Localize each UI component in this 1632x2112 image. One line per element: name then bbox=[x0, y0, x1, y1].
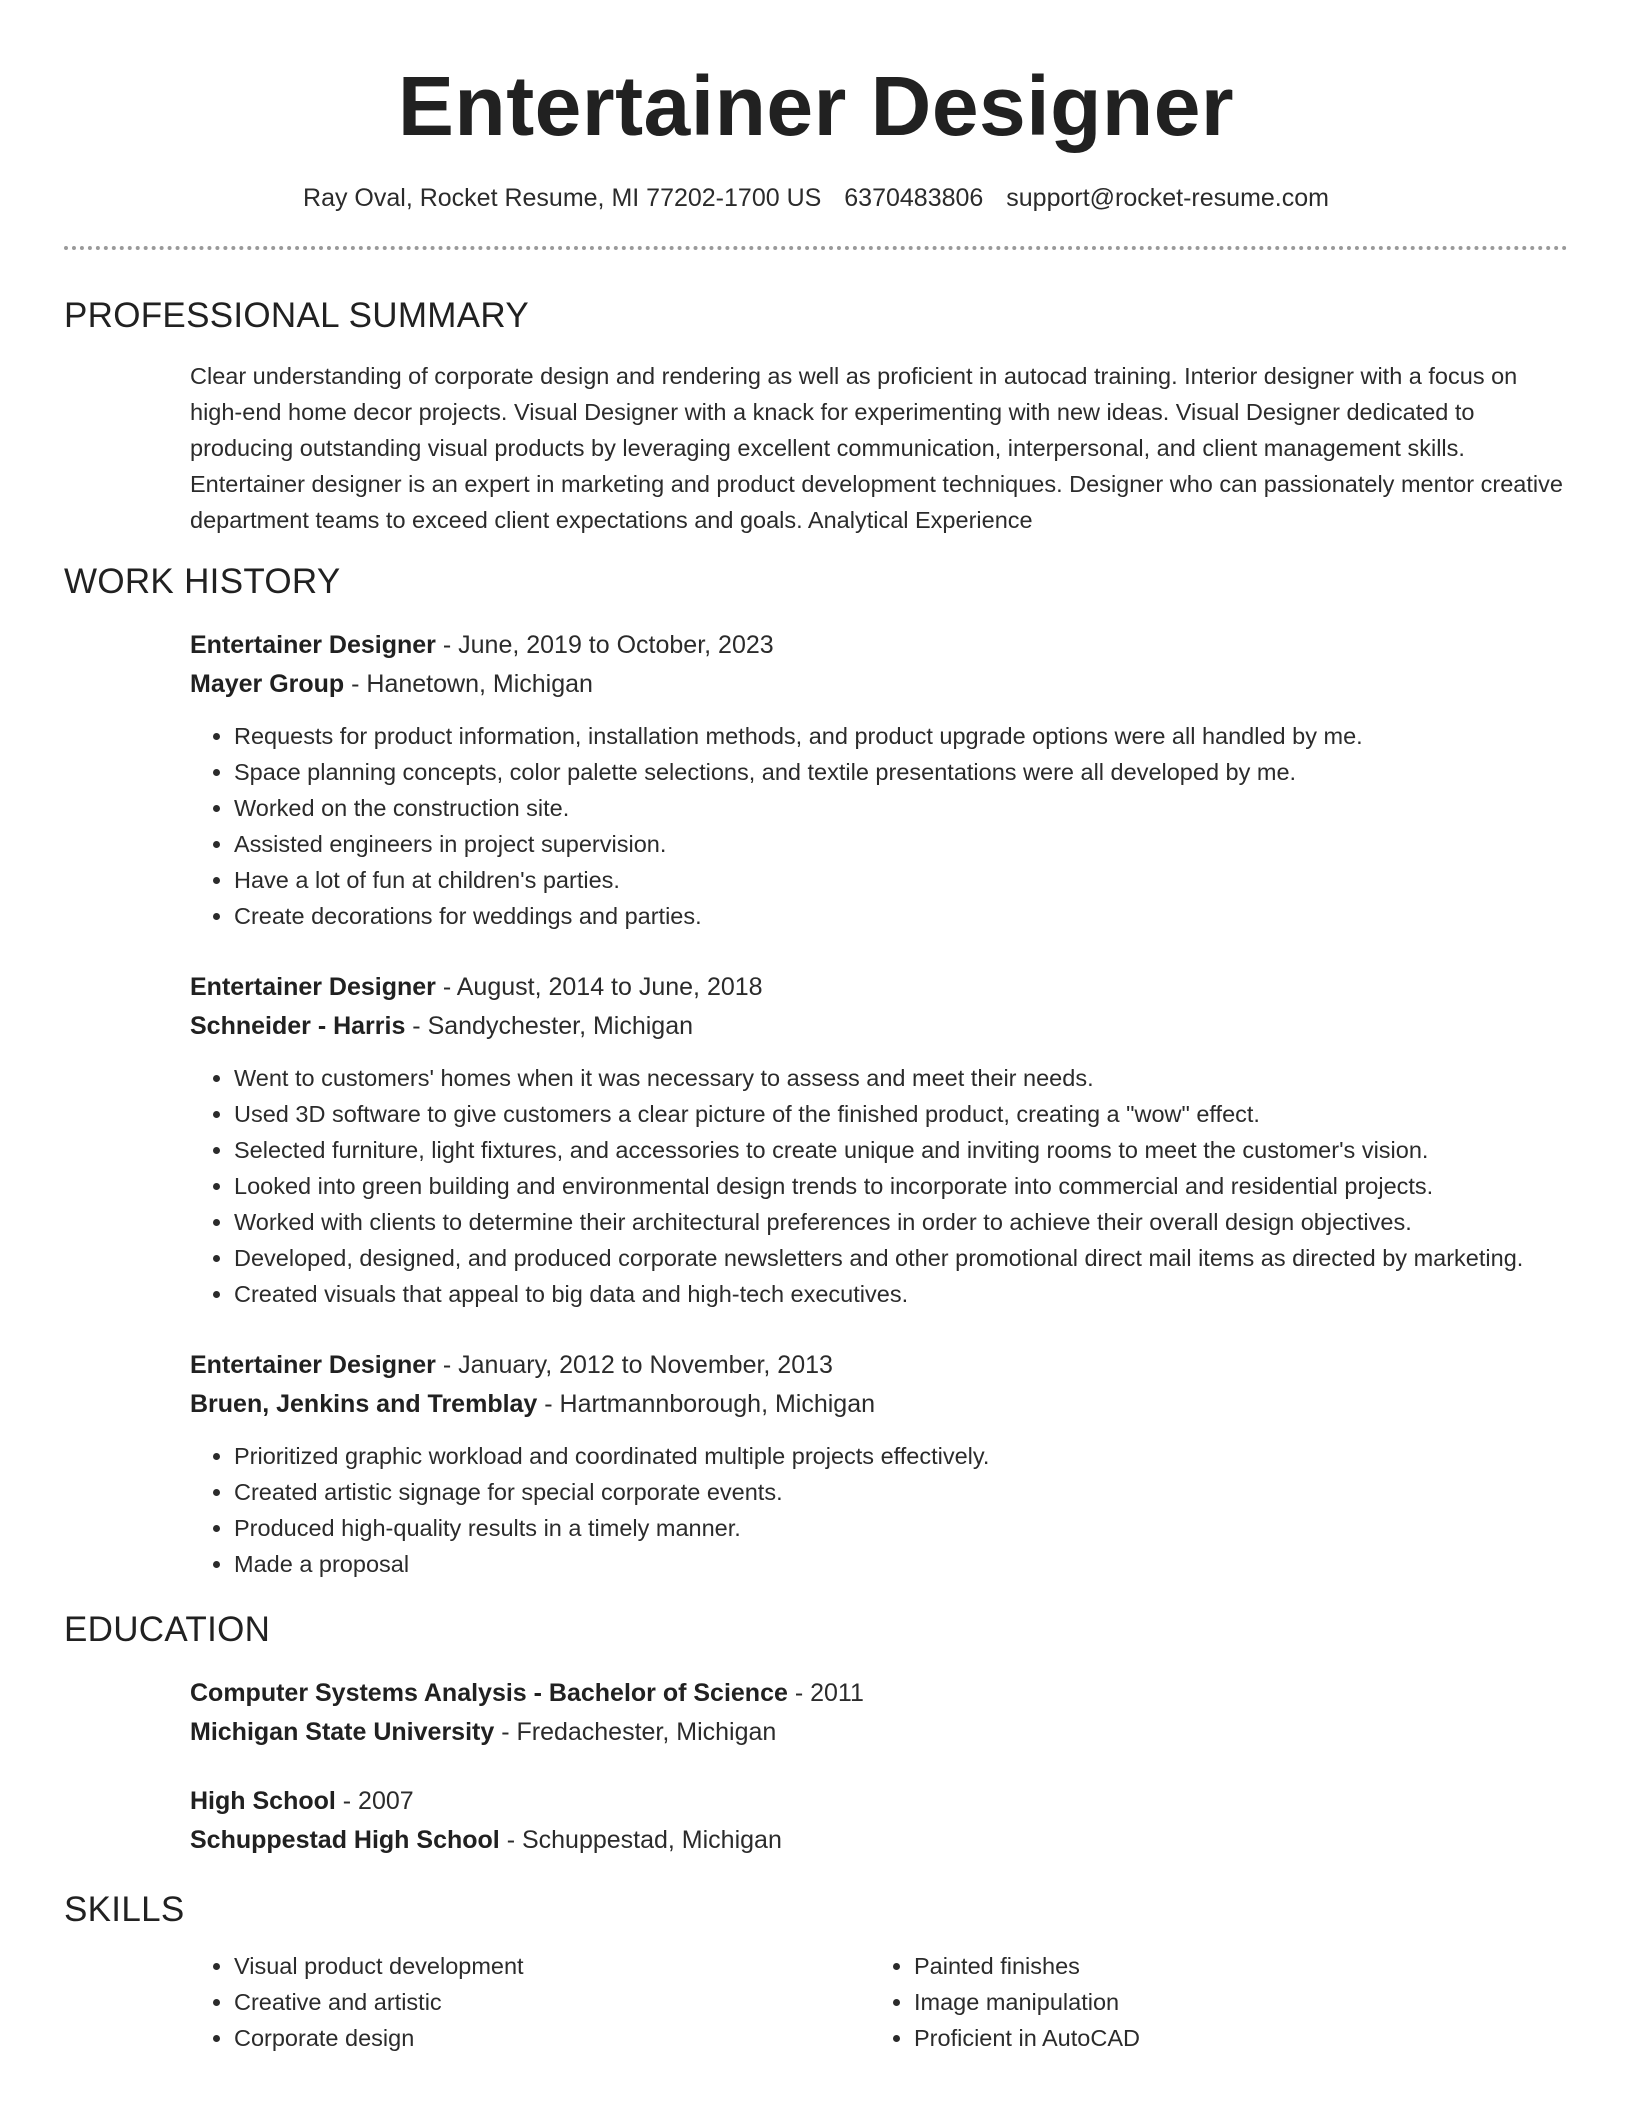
job-bullet: • Have a lot of fun at children's parties. bbox=[234, 862, 1568, 898]
job-bullet: • Requests for product information, installation methods, and product upgrade options were all handled by me. bbox=[234, 718, 1568, 754]
education-heading: EDUCATION bbox=[64, 1610, 271, 1649]
job-bullets bbox=[190, 1438, 1568, 1582]
job-entry bbox=[190, 1346, 1568, 1582]
job-bullet: • Space planning concepts, color palette selections, and textile presentations were all developed by me. bbox=[234, 754, 1568, 790]
job-company-line bbox=[190, 665, 1568, 704]
job-company-line bbox=[190, 1007, 1568, 1046]
education-location: - Schuppestad, Michigan bbox=[499, 1826, 782, 1854]
job-role: Entertainer Designer bbox=[190, 973, 436, 1001]
job-company: Bruen, Jenkins and Tremblay bbox=[190, 1390, 538, 1418]
education-degree-line bbox=[190, 1782, 1568, 1821]
job-location: - Hanetown, Michigan bbox=[344, 670, 593, 698]
job-bullet: • Looked into green building and environmental design trends to incorporate into commercial and residential projects. bbox=[234, 1168, 1568, 1204]
job-title-line bbox=[190, 1346, 1568, 1385]
skill-item: • Proficient in AutoCAD bbox=[914, 2020, 1550, 2056]
job-bullets bbox=[190, 1060, 1568, 1312]
education-school-line bbox=[190, 1713, 1568, 1752]
skills-left-column bbox=[190, 1948, 870, 2056]
job-bullet: • Prioritized graphic workload and coordinated multiple projects effectively. bbox=[234, 1438, 1568, 1474]
education-entry bbox=[190, 1674, 1568, 1752]
education-entry bbox=[190, 1782, 1568, 1860]
contact-line bbox=[64, 182, 1568, 214]
job-location: - Hartmannborough, Michigan bbox=[537, 1390, 876, 1418]
job-bullet: • Developed, designed, and produced corporate newsletters and other promotional direct mail items as directed by marketing. bbox=[234, 1240, 1568, 1276]
job-bullet: • Worked with clients to determine their architectural preferences in order to achieve their overall design objectives. bbox=[234, 1204, 1568, 1240]
contact-email: support@rocket-resume.com bbox=[1006, 184, 1329, 212]
work-history-heading: WORK HISTORY bbox=[64, 562, 341, 601]
job-dates: - January, 2012 to November, 2013 bbox=[435, 1351, 833, 1379]
job-location: - Sandychester, Michigan bbox=[405, 1012, 694, 1040]
contact-phone: 6370483806 bbox=[844, 184, 984, 212]
education-degree: High School bbox=[190, 1787, 336, 1815]
job-bullet: • Assisted engineers in project supervision. bbox=[234, 826, 1568, 862]
job-role: Entertainer Designer bbox=[190, 631, 436, 659]
education-degree-line bbox=[190, 1674, 1568, 1713]
education-degree: Computer Systems Analysis - Bachelor of Science bbox=[190, 1679, 788, 1707]
education-school-line bbox=[190, 1821, 1568, 1860]
job-bullet: • Selected furniture, light fixtures, and accessories to create unique and inviting rooms to meet the customer's vision. bbox=[234, 1132, 1568, 1168]
skills-columns bbox=[190, 1948, 1568, 2056]
resume-name: Entertainer Designer bbox=[397, 59, 1235, 153]
job-bullets bbox=[190, 718, 1568, 934]
skill-item: • Image manipulation bbox=[914, 1984, 1550, 2020]
job-bullet: • Create decorations for weddings and parties. bbox=[234, 898, 1568, 934]
job-entry bbox=[190, 968, 1568, 1312]
summary-text: Clear understanding of corporate design and rendering as well as proficient in autocad training. Interior designer with a focus on high-end home decor projects. Visual Designer with a knack for experimenting with new ideas. Visual Designer dedicated to producing outstanding visual products by leveraging excellent communication, interpersonal, and client management skills. Entertainer designer is an expert in marketing and product development techniques. Designer who can passionately mentor creative department teams to exceed client expectations and goals. Analytical Experience bbox=[190, 363, 1563, 533]
education-year: - 2007 bbox=[335, 1787, 414, 1815]
skill-item: • Painted finishes bbox=[914, 1948, 1550, 1984]
job-bullet: • Created artistic signage for special corporate events. bbox=[234, 1474, 1568, 1510]
skill-item: • Corporate design bbox=[234, 2020, 870, 2056]
job-bullet: • Created visuals that appeal to big data and high-tech executives. bbox=[234, 1276, 1568, 1312]
education-year: - 2011 bbox=[787, 1679, 864, 1707]
education-location: - Fredachester, Michigan bbox=[494, 1718, 777, 1746]
header-divider bbox=[64, 246, 1568, 250]
job-entry bbox=[190, 626, 1568, 934]
job-company: Mayer Group bbox=[190, 670, 345, 698]
job-bullet: • Used 3D software to give customers a clear picture of the finished product, creating a "wow" effect. bbox=[234, 1096, 1568, 1132]
job-title-line bbox=[190, 626, 1568, 665]
job-role: Entertainer Designer bbox=[190, 1351, 436, 1379]
skill-item: • Visual product development bbox=[234, 1948, 870, 1984]
job-bullet: • Worked on the construction site. bbox=[234, 790, 1568, 826]
summary-heading: PROFESSIONAL SUMMARY bbox=[64, 296, 529, 335]
job-dates: - August, 2014 to June, 2018 bbox=[435, 973, 763, 1001]
education-school: Schuppestad High School bbox=[190, 1826, 500, 1854]
job-bullet: • Produced high-quality results in a timely manner. bbox=[234, 1510, 1568, 1546]
skill-item: • Creative and artistic bbox=[234, 1984, 870, 2020]
job-company: Schneider - Harris bbox=[190, 1012, 406, 1040]
resume-page bbox=[64, 0, 1568, 2056]
job-dates: - June, 2019 to October, 2023 bbox=[435, 631, 774, 659]
job-company-line bbox=[190, 1385, 1568, 1424]
skills-heading: SKILLS bbox=[64, 1890, 185, 1929]
education-school: Michigan State University bbox=[190, 1718, 495, 1746]
contact-address: Ray Oval, Rocket Resume, MI 77202-1700 US bbox=[303, 184, 822, 212]
job-bullet: • Made a proposal bbox=[234, 1546, 1568, 1582]
job-bullet: • Went to customers' homes when it was necessary to assess and meet their needs. bbox=[234, 1060, 1568, 1096]
skills-right-column bbox=[870, 1948, 1550, 2056]
job-title-line bbox=[190, 968, 1568, 1007]
